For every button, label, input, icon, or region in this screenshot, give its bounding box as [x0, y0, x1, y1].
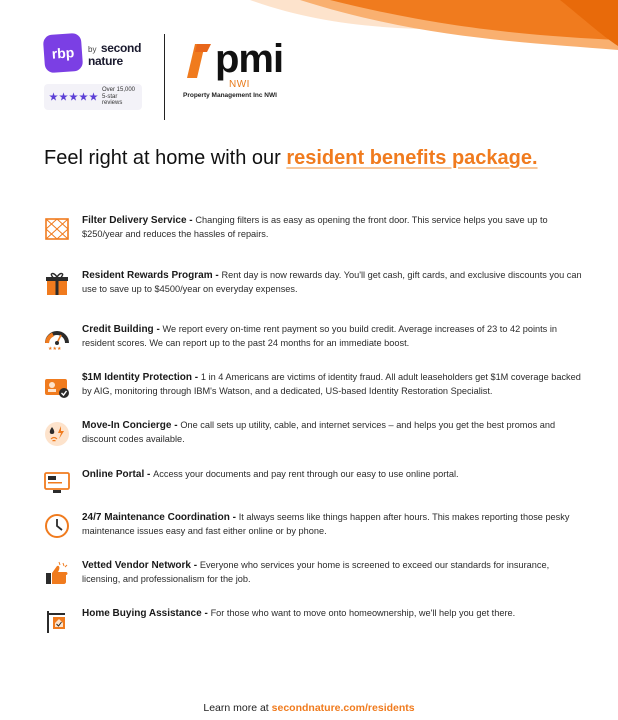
house-sign-icon: [44, 609, 70, 635]
benefit-home-buying: [44, 607, 584, 635]
thumbs-up-icon: [44, 561, 70, 587]
benefit-description: One call sets up utility, cable, and internet services – and helps you get the best promos and discount codes available.: [82, 420, 556, 444]
svg-text:★★★: ★★★: [48, 346, 62, 351]
benefit-description: Changing filters is as easy as opening the front door. This service helps you save up to $250/year and reduces the hassles of repairs.: [82, 215, 548, 239]
star-icon: [79, 92, 88, 101]
logo-row: [44, 34, 283, 124]
star-icon: [69, 92, 78, 101]
reviews-count: Over 15,000: [102, 87, 136, 93]
pmi-logo: [183, 34, 283, 99]
clock-icon: [44, 513, 70, 539]
pmi-mark-icon: [183, 40, 213, 78]
pmi-wordmark: pmi: [215, 37, 284, 81]
benefit-description: We report every on-time rent payment so you build credit. Average increases of 23 to 42 points in resident scores. We can report up to the past 24 months for an immediate boost.: [82, 324, 557, 348]
second-nature-wordmark: by second nature: [88, 40, 142, 68]
residents-link[interactable]: secondnature.com/residents: [271, 702, 415, 714]
benefit-description: 1 in 4 Americans are victims of identity fraud. All adult leaseholders get $1M coverage backed by AIG, monitoring through IBM's Watson, and a dedicated, US-based Identity Restoration Specialist.: [82, 372, 581, 396]
credit-gauge-icon: [44, 325, 70, 351]
benefit-move-in-concierge: [44, 419, 584, 447]
gift-icon: [44, 271, 70, 297]
benefit-title: Filter Delivery Service -: [82, 215, 196, 226]
headline-highlight: resident benefits package.: [286, 147, 538, 169]
monitor-icon: [44, 470, 70, 496]
identity-card-icon: [44, 373, 70, 399]
benefit-description: Rent day is now rewards day. You'll get cash, gift cards, and exclusive discounts you can use to save up to $4500/year on everyday expenses.: [82, 270, 582, 294]
rbp-badge: rbp: [43, 33, 84, 74]
star-icon: [59, 92, 68, 101]
benefit-description: Everyone who services your home is screened to exceed our standards for insurance, licensing, and professionalism for the job.: [82, 560, 550, 584]
star-icon: [49, 92, 58, 101]
benefit-title: Online Portal -: [82, 469, 154, 480]
benefit-title: Vetted Vendor Network -: [82, 560, 200, 571]
benefit-title: Move-In Concierge -: [82, 420, 181, 431]
benefit-resident-rewards: [44, 269, 584, 297]
rbp-logo: [44, 34, 152, 110]
benefit-title: Resident Rewards Program -: [82, 270, 222, 281]
benefit-title: Credit Building -: [82, 324, 163, 335]
pmi-full-name: Property Management Inc NWI: [183, 92, 277, 99]
benefit-credit-building: [44, 323, 584, 351]
page-headline: Feel right at home with our resident benefits package.: [44, 147, 538, 169]
benefit-vetted-vendor: [44, 559, 584, 587]
logo-divider: [164, 34, 165, 120]
filter-icon: [44, 216, 70, 242]
benefit-description: Access your documents and pay rent through our easy to use online portal.: [153, 469, 459, 479]
pmi-region: NWI: [229, 79, 250, 90]
utilities-icon: [44, 421, 70, 447]
footer: Learn more at secondnature.com/residents: [203, 702, 415, 714]
benefit-title: 24/7 Maintenance Coordination -: [82, 512, 239, 523]
reviews-badge: [44, 84, 142, 110]
benefit-filter-delivery: [44, 214, 584, 242]
benefit-title: Home Buying Assistance -: [82, 608, 211, 619]
reviews-label: 5-star reviews: [102, 93, 123, 107]
benefit-title: $1M Identity Protection -: [82, 372, 201, 383]
star-icon: [89, 92, 98, 101]
benefit-description: It always seems like things happen after hours. This makes reporting those pesky maintenance issues easy and fast either online or by phone.: [82, 512, 570, 536]
star-rating: [49, 92, 98, 101]
benefit-identity-protection: [44, 371, 584, 399]
benefit-description: For those who want to move onto homeownership, we'll help you get there.: [210, 608, 516, 618]
benefit-maintenance-coordination: [44, 511, 584, 539]
benefit-online-portal: [44, 468, 584, 496]
